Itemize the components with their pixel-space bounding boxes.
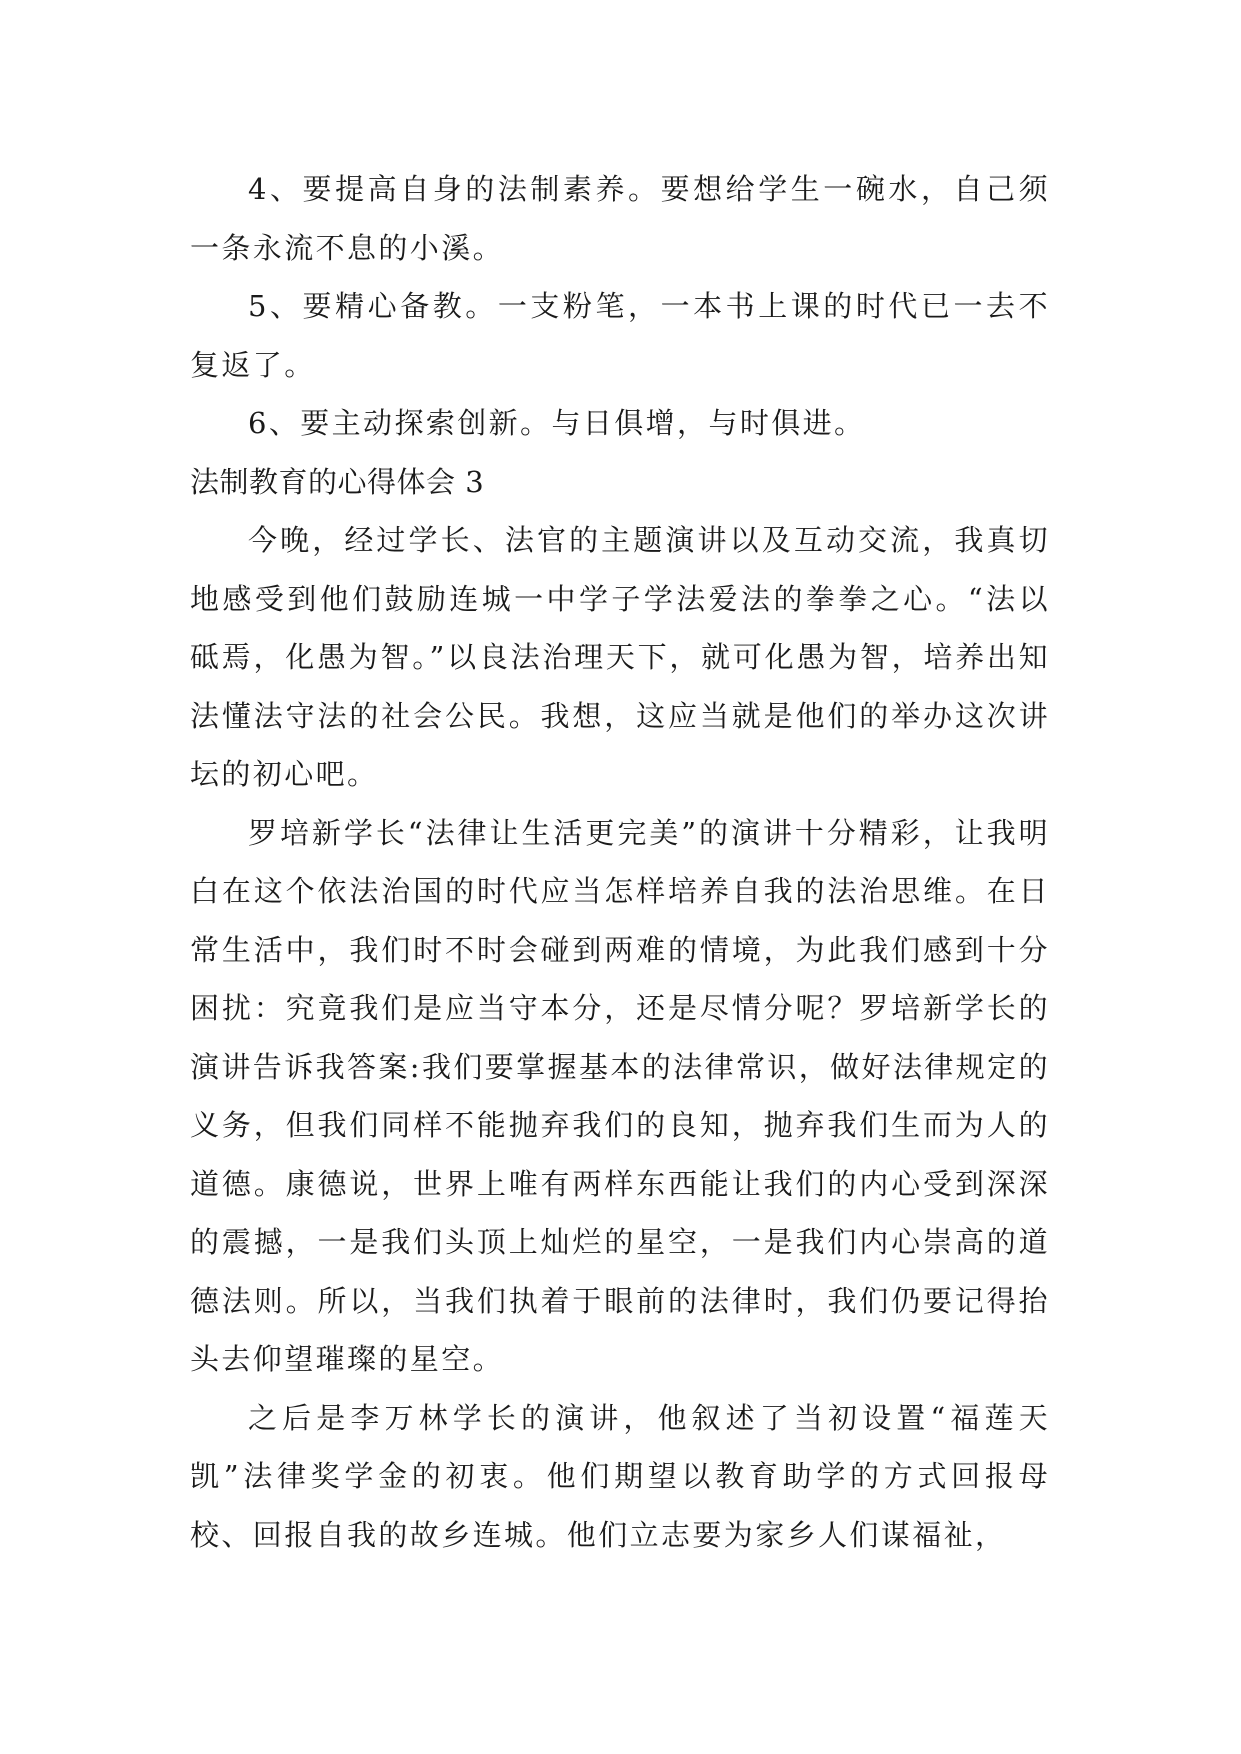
- paragraph-item-5: 5、要精心备教。一支粉笔，一本书上课的时代已一去不复返了。: [190, 289, 1050, 382]
- paragraph-luo-speech: 罗培新学长“法律让生活更完美”的演讲十分精彩，让我明白在这个依法治国的时代应当怎样培养自我的法治思维。在日常生活中，我们时不时会碰到两难的情境，为此我们感到十分困扰：究竟我们是应当守本分，还是尽情分呢？罗培新学长的演讲告诉我答案:我们要掌握基本的法律常识，做好法律规定的义务，但我们同样不能抛弃我们的良知，抛弃我们生而为人的道德。康德说，世界上唯有两样东西能让我们的内心受到深深的震撼，一是我们头顶上灿烂的星空，一是我们内心崇高的道德法则。所以，当我们执着于眼前的法律时，我们仍要记得抬头去仰望璀璨的星空。: [190, 815, 1050, 1376]
- paragraph-item-6: 6、要主动探索创新。与日俱增，与时俱进。: [248, 406, 866, 440]
- document-body: [190, 160, 1050, 1564]
- paragraph-item-4: 4、要提高自身的法制素养。要想给学生一碗水，自己须一条永流不息的小溪。: [190, 172, 1050, 265]
- section-heading: 法制教育的心得体会 3: [190, 464, 485, 499]
- paragraph-li-speech: 之后是李万林学长的演讲，他叙述了当初设置“福莲天凯”法律奖学金的初衷。他们期望以教育助学的方式回报母校、回报自我的故乡连城。他们立志要为家乡人们谋福祉，: [190, 1400, 1050, 1552]
- paragraph-intro: 今晚，经过学长、法官的主题演讲以及互动交流，我真切地感受到他们鼓励连城一中学子学法爱法的拳拳之心。“法以砥焉，化愚为智。”以良法治理天下，就可化愚为智，培养出知法懂法守法的社会公民。我想，这应当就是他们的举办这次讲坛的初心吧。: [190, 523, 1050, 791]
